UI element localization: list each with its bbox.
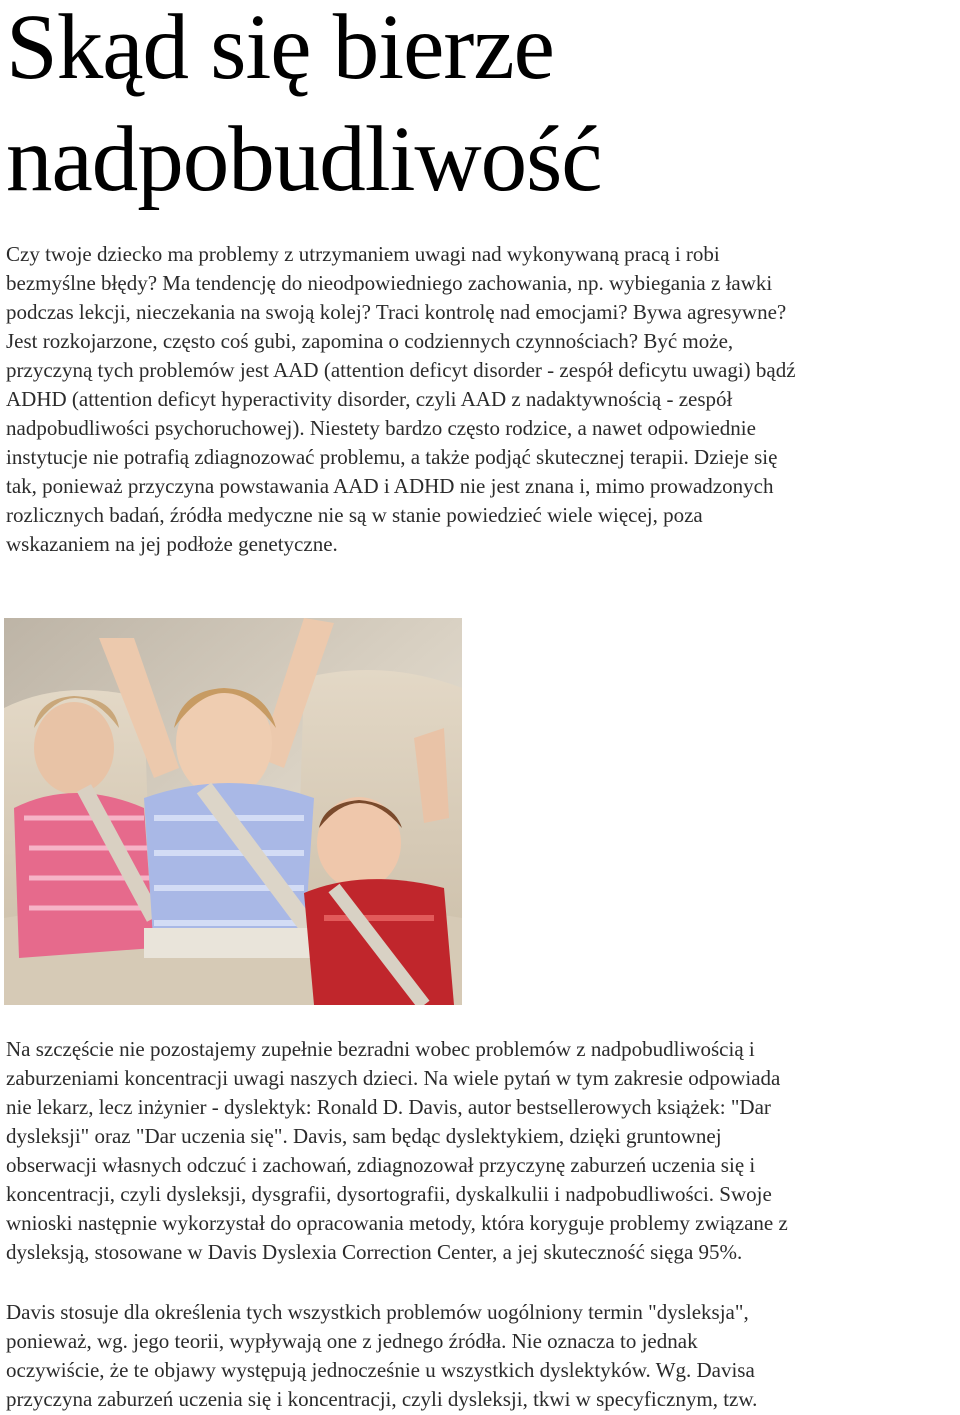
children-in-car-photo: [4, 618, 462, 1005]
paragraph-davis: [6, 1035, 960, 1267]
text-line: instytucje nie potrafią zdiagnozować problemu, a także podjąć skutecznej terapii. Dzieje się: [6, 445, 778, 469]
text-line: rozlicznych badań, źródła medyczne nie są w stanie powiedzieć wiele więcej, poza: [6, 503, 703, 527]
text-line: przyczyną tych problemów jest AAD (attention deficyt disorder - zespół deficytu uwagi) bądź: [6, 358, 796, 382]
text-line: przyczyna zaburzeń uczenia się i koncentracji, czyli dysleksji, tkwi w specyficznym, tzw.: [6, 1387, 758, 1411]
text-line: dysleksją, stosowane w Davis Dyslexia Correction Center, a jej skuteczność sięga 95%.: [6, 1240, 743, 1264]
text-line: dysleksji" oraz "Dar uczenia się". Davis, sam będąc dyslektykiem, dzięki gruntownej: [6, 1124, 722, 1148]
text-line: bezmyślne błędy? Ma tendencję do nieodpowiedniego zachowania, np. wybiegania z ławki: [6, 271, 773, 295]
paragraph-intro: [6, 240, 960, 559]
title-line: nadpobudliwość: [6, 108, 602, 211]
text-line: Davis stosuje dla określenia tych wszystkich problemów uogólniony termin "dysleksja",: [6, 1300, 749, 1324]
title-line: Skąd się bierze: [6, 0, 554, 99]
text-line: wskazaniem na jej podłoże genetyczne.: [6, 532, 338, 556]
text-line: nadpobudliwości psychoruchowej). Niestety bardzo często rodzice, a nawet odpowiednie: [6, 416, 756, 440]
text-line: zaburzeniami koncentracji uwagi naszych dzieci. Na wiele pytań w tym zakresie odpowiada: [6, 1066, 781, 1090]
text-line: nie lekarz, lecz inżynier - dyslektyk: Ronald D. Davis, autor bestsellerowych książek: "Dar: [6, 1095, 771, 1119]
text-line: Jest rozkojarzone, często coś gubi, zapomina o codziennych czynnościach? Być może,: [6, 329, 734, 353]
text-line: tak, ponieważ przyczyna powstawania AAD i ADHD nie jest znana i, mimo prowadzonych: [6, 474, 774, 498]
text-line: obserwacji własnych odczuć i zachowań, zdiagnozował przyczynę zaburzeń uczenia się i: [6, 1153, 756, 1177]
text-line: oczywiście, że te objawy występują jednocześnie u wszystkich dyslektyków. Wg. Davisa: [6, 1358, 755, 1382]
text-line: ADHD (attention deficyt hyperactivity disorder, czyli AAD z nadaktywnością - zespół: [6, 387, 733, 411]
page-title: [6, 0, 602, 216]
paragraph-dyslexia-term: [6, 1298, 960, 1414]
text-line: koncentracji, czyli dysleksji, dysgrafii, dysortografii, dyskalkulii i nadpobudliwości. Swoje: [6, 1182, 772, 1206]
text-line: Czy twoje dziecko ma problemy z utrzymaniem uwagi nad wykonywaną pracą i robi: [6, 242, 720, 266]
text-line: wnioski następnie wykorzystał do opracowania metody, która koryguje problemy związane z: [6, 1211, 788, 1235]
text-line: Na szczęście nie pozostajemy zupełnie bezradni wobec problemów z nadpobudliwością i: [6, 1037, 755, 1061]
text-line: podczas lekcji, nieczekania na swoją kolej? Traci kontrolę nad emocjami? Bywa agresywne?: [6, 300, 787, 324]
text-line: ponieważ, wg. jego teorii, wypływają one z jednego źródła. Nie oznacza to jednak: [6, 1329, 698, 1353]
